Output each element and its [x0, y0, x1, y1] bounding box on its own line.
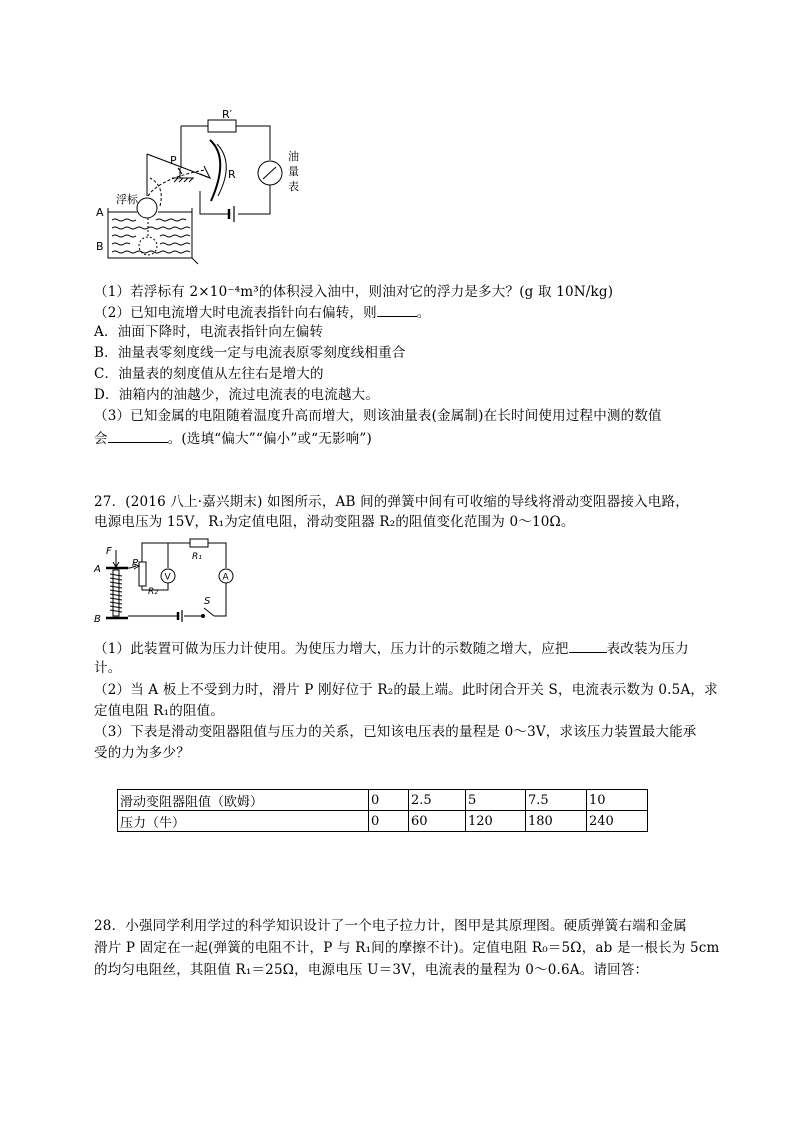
q26-part3-line1: （3）已知金属的电阻随着温度升高而增大，则该油量表(金属制)在长时间使用过程中测的数值: [94, 408, 662, 424]
meter-label-3: 表: [288, 180, 299, 193]
q27-part2-line2: 定值电阻 R₁的阻值。: [94, 703, 225, 719]
q26-part3-end: 。(选填“偏大”“偏小”或“无影响”): [167, 431, 372, 447]
table-cell: 压力（牛）: [118, 811, 369, 832]
resistor-r1: [190, 539, 208, 547]
table-cell: 滑动变阻器阻值（欧姆）: [118, 790, 369, 811]
q26-part3-blank[interactable]: [108, 428, 168, 443]
float-icon: [137, 198, 157, 218]
q26-option-c: C．油量表的刻度值从左往右是增大的: [94, 366, 324, 382]
label-r-prime: R′: [222, 108, 233, 121]
q26-part2: [94, 302, 431, 323]
oil-gauge-circuit-diagram: [90, 108, 320, 268]
table-cell: 60: [409, 811, 466, 832]
table-row: [118, 790, 648, 811]
table-cell: 7.5: [526, 790, 587, 811]
q27-intro-line2: 电源电压为 15V，R₁为定值电阻，滑动变阻器 R₂的阻值变化范围为 0～10Ω。: [94, 514, 575, 530]
table-cell: 0: [369, 790, 409, 811]
q26-option-d: D．油箱内的油越少，流过电流表的电流越大。: [94, 387, 380, 403]
table-cell: 5: [466, 790, 526, 811]
q26-part2-end: 。: [416, 305, 431, 321]
meter-label-2: 量: [288, 165, 299, 178]
label-p: P: [170, 154, 177, 167]
table-cell: 10: [587, 790, 648, 811]
label-a2: A: [94, 564, 101, 575]
label-float: 浮标: [116, 193, 138, 206]
table-cell: 240: [587, 811, 648, 832]
voltmeter-label: V: [164, 572, 171, 583]
label-p2: P: [132, 558, 139, 569]
q27-part1-line1: [94, 638, 689, 659]
q27-part1-end: 表改装为压力: [606, 641, 689, 657]
q28-line1: 28．小强同学利用学过的科学知识设计了一个电子拉力计，图甲是其原理图。硬质弹簧右端和金属: [94, 918, 687, 934]
label-b: B: [96, 240, 104, 253]
table-cell: 120: [466, 811, 526, 832]
rheostat-r2: [139, 562, 146, 586]
label-r: R: [228, 168, 236, 181]
q28-line2: 滑片 P 固定在一起(弹簧的电阻不计，P 与 R₁间的摩擦不计)。定值电阻 R₀＝5Ω，ab 是一根长为 5cm: [94, 940, 720, 956]
q27-part3-line1: （3）下表是滑动变阻器阻值与压力的关系，已知该电压表的量程是 0～3V，求该压力装置最大能承: [94, 724, 697, 740]
label-b2: B: [94, 614, 101, 625]
label-s: S: [204, 596, 211, 607]
label-a: A: [96, 206, 104, 219]
pressure-gauge-circuit-diagram: [92, 538, 242, 626]
q27-intro-line1: 27．(2016 八上·嘉兴期末) 如图所示，AB 间的弹簧中间有可收缩的导线将滑动变阻器接入电路，: [94, 494, 689, 510]
q26-part3-text: 会: [94, 431, 108, 447]
label-f: F: [106, 546, 112, 557]
q26-part3-line2: [94, 428, 372, 449]
q27-part1-line2: 计。: [94, 660, 122, 676]
label-r2: R₂: [148, 587, 158, 597]
resistor-r-prime: [208, 120, 236, 132]
table-cell: 2.5: [409, 790, 466, 811]
q28-line3: 的均匀电阻丝，其阻值 R₁＝25Ω，电源电压 U＝3V，电流表的量程为 0～0.6A。请回答：: [94, 962, 649, 978]
q26-part2-blank[interactable]: [377, 302, 417, 317]
q27-part3-line2: 受的力为多少？: [94, 745, 190, 761]
meter-label-1: 油: [288, 150, 299, 163]
table-row: [118, 811, 648, 832]
resistance-force-table: [117, 789, 648, 832]
q27-part1-text: （1）此装置可做为压力计使用。为使压力增大，压力计的示数随之增大，应把: [94, 641, 569, 657]
q27-part1-blank[interactable]: [569, 638, 607, 653]
label-r1: R₁: [192, 552, 202, 562]
table-cell: 0: [369, 811, 409, 832]
curved-resistor-r: [210, 140, 220, 201]
q26-part2-text: （2）已知电流增大时电流表指针向右偏转，则: [94, 305, 377, 321]
table-cell: 180: [526, 811, 587, 832]
q26-part1: （1）若浮标有 2×10⁻⁴m³的体积浸入油中，则油对它的浮力是多大？(g 取 10N/kg): [94, 284, 614, 300]
ammeter-label: A: [222, 572, 229, 583]
q26-option-b: B．油量表零刻度线一定与电流表原零刻度线相重合: [94, 345, 406, 361]
q27-part2-line1: （2）当 A 板上不受到力时，滑片 P 刚好位于 R₂的最上端。此时闭合开关 S，电流表示数为 0.5A，求: [94, 682, 718, 698]
q26-option-a: A．油面下降时，电流表指针向左偏转: [94, 324, 324, 340]
